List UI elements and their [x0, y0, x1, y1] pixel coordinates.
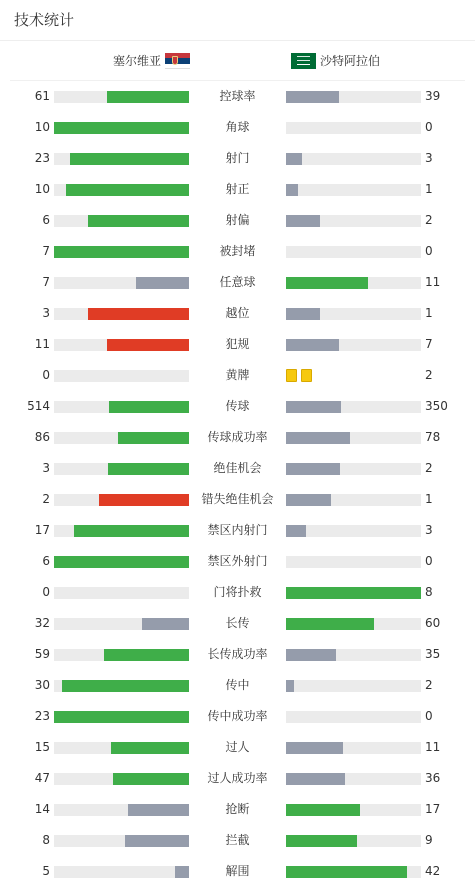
stat-label: 绝佳机会 [213, 461, 262, 475]
away-stat-bar-track [286, 494, 421, 506]
stat-label: 门将扑救 [213, 585, 262, 599]
home-stat-value: 14 [34, 802, 50, 816]
stat-row [0, 546, 475, 577]
home-stat-value: 0 [42, 585, 50, 599]
away-stat-bar-fill [286, 680, 294, 692]
away-stat-value: 8 [425, 585, 433, 599]
stat-label: 长传 [225, 616, 250, 630]
home-stat-bar-track [54, 401, 189, 413]
home-stat-bar-fill [111, 742, 189, 754]
away-stat-bar-fill [286, 742, 343, 754]
stat-label: 射门 [225, 151, 250, 165]
stat-row [0, 81, 475, 112]
away-stat-bar-track [286, 91, 421, 103]
away-stat-bar-fill [286, 277, 368, 289]
home-stat-bar-fill [128, 804, 189, 816]
home-stat-bar-track [54, 773, 189, 785]
stat-row [0, 701, 475, 732]
home-stat-value: 514 [27, 399, 50, 413]
header-divider [0, 40, 475, 41]
away-stat-value: 9 [425, 833, 433, 847]
home-stat-bar-track [54, 370, 189, 382]
home-stat-value: 30 [34, 678, 50, 692]
stat-label: 传中成功率 [207, 709, 268, 723]
home-stat-value: 6 [42, 213, 50, 227]
away-team [291, 51, 380, 71]
away-stat-bar-track [286, 122, 421, 134]
away-stat-value: 3 [425, 151, 433, 165]
home-stat-bar-fill [142, 618, 189, 630]
away-stat-value: 17 [425, 802, 441, 816]
stat-label: 传中 [225, 678, 250, 692]
stat-row [0, 174, 475, 205]
away-stat-bar-fill [286, 866, 407, 878]
home-stat-bar-fill [54, 556, 189, 568]
away-stat-bar-fill [286, 463, 340, 475]
stat-row [0, 794, 475, 825]
away-stat-bar-fill [286, 618, 374, 630]
home-stat-bar-track [54, 494, 189, 506]
home-stat-bar-track [54, 649, 189, 661]
home-stat-bar-fill [54, 246, 189, 258]
away-stat-bar-track [286, 866, 421, 878]
home-stat-bar-fill [113, 773, 189, 785]
away-stat-bar-track [286, 277, 421, 289]
home-stat-bar-fill [109, 401, 189, 413]
away-stat-value: 3 [425, 523, 433, 537]
home-stat-bar-fill [107, 339, 189, 351]
stat-row [0, 267, 475, 298]
stat-label: 射偏 [225, 213, 250, 227]
home-stat-bar-track [54, 339, 189, 351]
away-yellow-cards [286, 369, 316, 382]
home-stat-bar-fill [62, 680, 189, 692]
away-stat-value: 0 [425, 709, 433, 723]
stat-row [0, 391, 475, 422]
home-stat-value: 3 [42, 461, 50, 475]
home-stat-bar-fill [107, 91, 189, 103]
away-stat-bar-track [286, 804, 421, 816]
stat-row [0, 422, 475, 453]
home-stat-bar-track [54, 711, 189, 723]
stat-label: 传球 [225, 399, 250, 413]
page-title: 技术统计 [14, 11, 75, 29]
stat-label: 抢断 [225, 802, 250, 816]
away-stat-bar-track [286, 308, 421, 320]
away-stat-bar-track [286, 215, 421, 227]
stat-row [0, 484, 475, 515]
home-stat-bar-track [54, 122, 189, 134]
home-stat-bar-fill [118, 432, 189, 444]
stat-label: 射正 [225, 182, 250, 196]
away-stat-bar-fill [286, 649, 336, 661]
stat-row [0, 329, 475, 360]
away-stat-value: 0 [425, 554, 433, 568]
away-stat-bar-track [286, 587, 421, 599]
home-stat-bar-fill [104, 649, 189, 661]
home-stat-bar-track [54, 556, 189, 568]
away-stat-bar-track [286, 618, 421, 630]
away-stat-value: 2 [425, 213, 433, 227]
home-team-name: 塞尔维亚 [112, 54, 161, 68]
stat-label: 长传成功率 [207, 647, 268, 661]
away-stat-bar-track [286, 339, 421, 351]
away-stat-bar-track [286, 711, 421, 723]
away-stat-bar-fill [286, 339, 339, 351]
stat-row [0, 608, 475, 639]
away-stat-bar-track [286, 401, 421, 413]
home-stat-value: 10 [34, 182, 50, 196]
stat-label: 越位 [225, 306, 250, 320]
home-stat-bar-fill [108, 463, 189, 475]
away-stat-bar-track [286, 742, 421, 754]
saudi-arabia-flag-icon [291, 53, 316, 69]
home-stat-value: 17 [34, 523, 50, 537]
away-stat-value: 11 [425, 275, 441, 289]
home-stat-bar-track [54, 742, 189, 754]
home-stat-bar-track [54, 215, 189, 227]
serbia-flag-icon [165, 53, 190, 69]
home-stat-bar-fill [54, 711, 189, 723]
home-stat-bar-track [54, 277, 189, 289]
away-stat-bar-fill [286, 401, 341, 413]
stat-row [0, 763, 475, 794]
away-stat-bar-track [286, 773, 421, 785]
stat-label: 错失绝佳机会 [201, 492, 274, 506]
home-stat-bar-fill [66, 184, 189, 196]
stat-row [0, 236, 475, 267]
away-stat-bar-track [286, 153, 421, 165]
away-stat-bar-fill [286, 308, 320, 320]
away-team-name: 沙特阿拉伯 [320, 54, 381, 68]
home-stat-bar-track [54, 587, 189, 599]
home-stat-bar-fill [175, 866, 189, 878]
stat-row [0, 639, 475, 670]
stat-row [0, 453, 475, 484]
home-stat-bar-track [54, 866, 189, 878]
stat-row [0, 112, 475, 143]
home-stat-bar-track [54, 680, 189, 692]
away-stat-bar-fill [286, 432, 350, 444]
yellow-card-icon [301, 369, 312, 382]
home-stat-bar-track [54, 525, 189, 537]
away-stat-bar-track [286, 246, 421, 258]
away-stat-bar-track [286, 835, 421, 847]
home-stat-bar-track [54, 835, 189, 847]
away-stat-bar-fill [286, 494, 331, 506]
stat-row [0, 732, 475, 763]
away-stat-value: 39 [425, 89, 441, 103]
home-stat-value: 23 [34, 151, 50, 165]
stat-row [0, 298, 475, 329]
home-stat-value: 6 [42, 554, 50, 568]
away-stat-bar-track [286, 649, 421, 661]
home-stat-bar-track [54, 308, 189, 320]
away-stat-value: 35 [425, 647, 441, 661]
away-stat-value: 2 [425, 461, 433, 475]
home-stat-value: 10 [34, 120, 50, 134]
away-stat-value: 60 [425, 616, 441, 630]
away-stat-bar-fill [286, 835, 357, 847]
away-stat-bar-track [286, 680, 421, 692]
away-stat-bar-fill [286, 215, 320, 227]
stat-label: 角球 [225, 120, 250, 134]
away-stat-bar-fill [286, 525, 306, 537]
home-stat-bar-track [54, 153, 189, 165]
away-stat-value: 11 [425, 740, 441, 754]
home-stat-bar-track [54, 463, 189, 475]
away-stat-value: 1 [425, 306, 433, 320]
away-stat-value: 1 [425, 492, 433, 506]
home-stat-bar-track [54, 91, 189, 103]
home-stat-bar-track [54, 618, 189, 630]
away-stat-value: 42 [425, 864, 441, 878]
home-stat-bar-fill [70, 153, 189, 165]
home-stat-value: 0 [42, 368, 50, 382]
stat-label: 被封堵 [219, 244, 256, 258]
stat-row [0, 670, 475, 701]
home-stat-value: 3 [42, 306, 50, 320]
home-stat-value: 15 [34, 740, 50, 754]
stat-row [0, 143, 475, 174]
away-stat-value: 2 [425, 368, 433, 382]
home-stat-value: 47 [34, 771, 50, 785]
stat-row [0, 515, 475, 546]
stat-label: 解围 [225, 864, 250, 878]
away-stat-bar-fill [286, 587, 421, 599]
stat-label: 拦截 [225, 833, 250, 847]
home-stat-bar-track [54, 804, 189, 816]
stat-label: 过人成功率 [207, 771, 268, 785]
home-stat-bar-fill [74, 525, 189, 537]
away-stat-value: 1 [425, 182, 433, 196]
away-stat-bar-track [286, 463, 421, 475]
stat-label: 禁区内射门 [207, 523, 268, 537]
home-stat-bar-fill [54, 122, 189, 134]
home-stat-value: 7 [42, 244, 50, 258]
away-stat-bar-fill [286, 91, 339, 103]
stat-label: 禁区外射门 [207, 554, 268, 568]
stat-row [0, 205, 475, 236]
home-stat-bar-track [54, 432, 189, 444]
away-stat-bar-track [286, 525, 421, 537]
stat-row [0, 825, 475, 856]
yellow-card-icon [286, 369, 297, 382]
away-stat-bar-fill [286, 773, 345, 785]
away-stat-value: 36 [425, 771, 441, 785]
home-team [113, 51, 190, 71]
home-stat-value: 2 [42, 492, 50, 506]
away-stat-bar-track [286, 184, 421, 196]
home-stat-bar-fill [88, 215, 189, 227]
home-stat-value: 32 [34, 616, 50, 630]
away-stat-value: 7 [425, 337, 433, 351]
away-stat-value: 0 [425, 244, 433, 258]
home-stat-value: 5 [42, 864, 50, 878]
home-stat-value: 23 [34, 709, 50, 723]
home-stat-bar-fill [136, 277, 189, 289]
stat-label: 过人 [225, 740, 250, 754]
away-stat-bar-fill [286, 184, 298, 196]
home-stat-bar-track [54, 184, 189, 196]
home-stat-value: 86 [34, 430, 50, 444]
home-stat-value: 61 [34, 89, 50, 103]
stat-row [0, 856, 475, 887]
home-stat-bar-fill [88, 308, 189, 320]
home-stat-bar-fill [125, 835, 189, 847]
home-stat-value: 11 [34, 337, 50, 351]
away-stat-value: 350 [425, 399, 448, 413]
away-stat-bar-track [286, 432, 421, 444]
away-stat-bar-track [286, 556, 421, 568]
stat-row [0, 360, 475, 391]
home-stat-bar-track [54, 246, 189, 258]
stat-row [0, 577, 475, 608]
away-stat-value: 2 [425, 678, 433, 692]
stat-label: 控球率 [219, 89, 256, 103]
away-stat-value: 0 [425, 120, 433, 134]
stat-label: 犯规 [225, 337, 250, 351]
away-stat-bar-fill [286, 804, 360, 816]
home-stat-bar-fill [99, 494, 189, 506]
home-stat-value: 7 [42, 275, 50, 289]
stat-label: 传球成功率 [207, 430, 268, 444]
stat-label: 任意球 [219, 275, 256, 289]
home-stat-value: 59 [34, 647, 50, 661]
away-stat-value: 78 [425, 430, 441, 444]
stat-label: 黄牌 [225, 368, 250, 382]
away-stat-bar-fill [286, 153, 302, 165]
home-stat-value: 8 [42, 833, 50, 847]
